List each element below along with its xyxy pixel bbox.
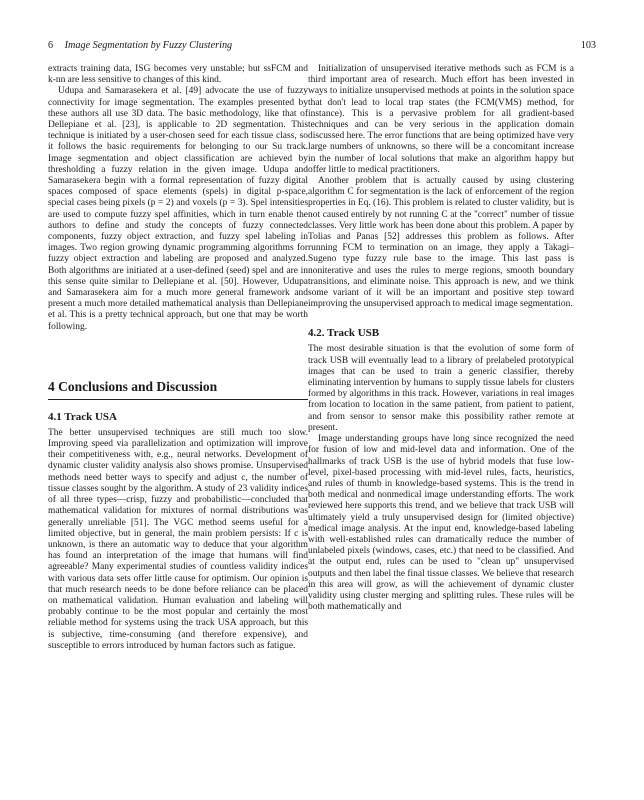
left-paragraph-3: The better unsupervised techniques are still much too slow. Improving speed via parallelization and optimization will improve their competitiveness with, e.g., neural networks. Development of dynamic cluster validity analysis also shows promise. Unsupervised methods need better ways to specify and adjust c, the number of tissue classes sought by the algorithm. A study of 23 validity indices of all three types—crisp, fuzzy and probabilistic—concluded that mathematical validation for mixtures of normal distributions was generally unreliable [51]. The VGC method seems useful for a limited objective, but in general, the main problem persists: If c is unknown, is there an automatic way to deduce that your algorithm has found an interpretation of the image that humans will find agreeable? Many experimental studies of countless validity indices with various data sets offer little cause for optimism. Our opinion is that much research needs to be done before reliance can be placed on mathematical validation. Human evaluation and labeling will probably continue to be the most popular and certainly the most reliable method for systems using the track USA approach, but this is subjective, time-consuming (and therefore expensive), and susceptible to errors introduced by human factors such as fatigue.: [48, 427, 308, 651]
chapter-number: 6: [48, 40, 54, 51]
subsection-heading-4-1: 4.1 Track USA: [48, 410, 117, 423]
left-paragraph-1: extracts training data, ISG becomes very unstable; but ssFCM and k-nn are less sensitive to changes of this kind.: [48, 64, 308, 86]
right-paragraph-2: Another problem that is actually caused by using clustering algorithm C for segmentation is the lack of enforcement of the region properties in Eq. (16). This problem is related to cluster validity, but is not caused entirely by not running C at the "correct" number of tissue classes. Very little work has been done about this problem. A paper by Tolias and Panas [52] addresses this problem as follows. After running FCM to termination on an image, they apply a Takagi–Sugeno type fuzzy rule base to the image. This last pass is noniterative and uses the rules to merge regions, smooth boundary transitions, and eliminate noise. This approach is new, and we think some variant of it will be an important and positive step toward improving the unsupervised approach to medical image segmentation.: [308, 176, 574, 310]
right-column: [308, 64, 574, 613]
section-heading: 4 Conclusions and Discussion: [48, 379, 308, 400]
subsection-spacer: [308, 310, 574, 326]
page-number: 103: [580, 40, 596, 51]
left-paragraph-2: Udupa and Samarasekera et al. [49] advocate the use of fuzzy connectivity for image segmentation. The examples presented by these authors all use 3D data. The basic methodology, like that of Dellepiane et al. [23], is applicable to 2D segmentation. This technique is initiated by a user-chosen seed for each tissue class, so it follows the basic requirements for belonging to our Su track. Image segmentation and object classification are achieved by thresholding a fuzzy relation in the given image. Udupa and Samarasekera begin with a formal representation of fuzzy digital spaces composed of space elements (spels) in digital p-space, special cases being pixels (p = 2) and voxels (p = 3). Spel intensities are used to compute fuzzy spel affinities, which in turn enable the authors to define and study the concepts of fuzzy connected components, fuzzy object extraction, and fuzzy spel labeling in images. Two region growing dynamic programming algorithms for fuzzy object extraction and labeling are proposed and analyzed. Both algorithms are initiated at a user-defined (seed) spel and are in this sense quite similar to Dellepiane et al. [50]. However, Udupa and Samarasekera aim for a much more general framework and present a much more detailed mathematical analysis than Dellepiane et al. This is a pretty technical approach, but one that may be worth following.: [48, 86, 308, 332]
subsection-heading-4-2: 4.2. Track USB: [308, 327, 380, 340]
chapter-title: Image Segmentation by Fuzzy Clustering: [64, 40, 233, 51]
header-left: [48, 40, 232, 51]
running-header: [48, 40, 596, 56]
right-paragraph-3: The most desirable situation is that the evolution of some form of track USB will eventually lead to a library of prelabeled prototypical images that can be used to train a generic classifier, thereby eliminating intervention by humans to supply tissue labels for clusters formed by algorithms in this track. However, variations in real images from location to location in the same patient, from patient to patient, and from sensor to sensor make this possibility rather remote at present.: [308, 344, 574, 433]
left-column: [48, 64, 308, 652]
heading-spacer: [48, 400, 308, 410]
section-spacer: [48, 333, 308, 379]
right-paragraph-4: Image understanding groups have long since recognized the need for fusion of low and mid-level data and information. One of the hallmarks of track USB is the use of hybrid models that fuse low-level, pixel-based processing with mid-level rules, facts, heuristics, and rules of thumb in knowledge-based systems. This is the trend in both medical and nonmedical image understanding efforts. The work reviewed here supports this trend, and we believe that track USB will ultimately yield a truly unsupervised design for (limited objective) medical image analysis. At the input end, knowledge-based labeling with well-established rules can dramatically reduce the number of unlabeled pixels (windows, cases, etc.) that need to be classified. And at the output end, rules can be used to "clean up" unsupervised outputs and then label the final tissue classes. We believe that research in this area will grow, as will the achievement of dynamic cluster validity using cluster merging and splitting rules. These rules will be both mathematically and: [308, 434, 574, 613]
right-paragraph-1: Initialization of unsupervised iterative methods such as FCM is a third important area of research. Much effort has been invested in ways to initialize unsupervised methods at points in the solution space that don't lead to local trap states (the FCM(VMS) method, for instance). This is a pervasive problem for all gradient-based techniques and can be very serious in the application domain discussed here. The error functions that are being optimized have very large numbers of unknowns, so there will be a concomitant increase in the number of local solutions that make an algorithm happy but offer little to medical practitioners.: [308, 64, 574, 175]
